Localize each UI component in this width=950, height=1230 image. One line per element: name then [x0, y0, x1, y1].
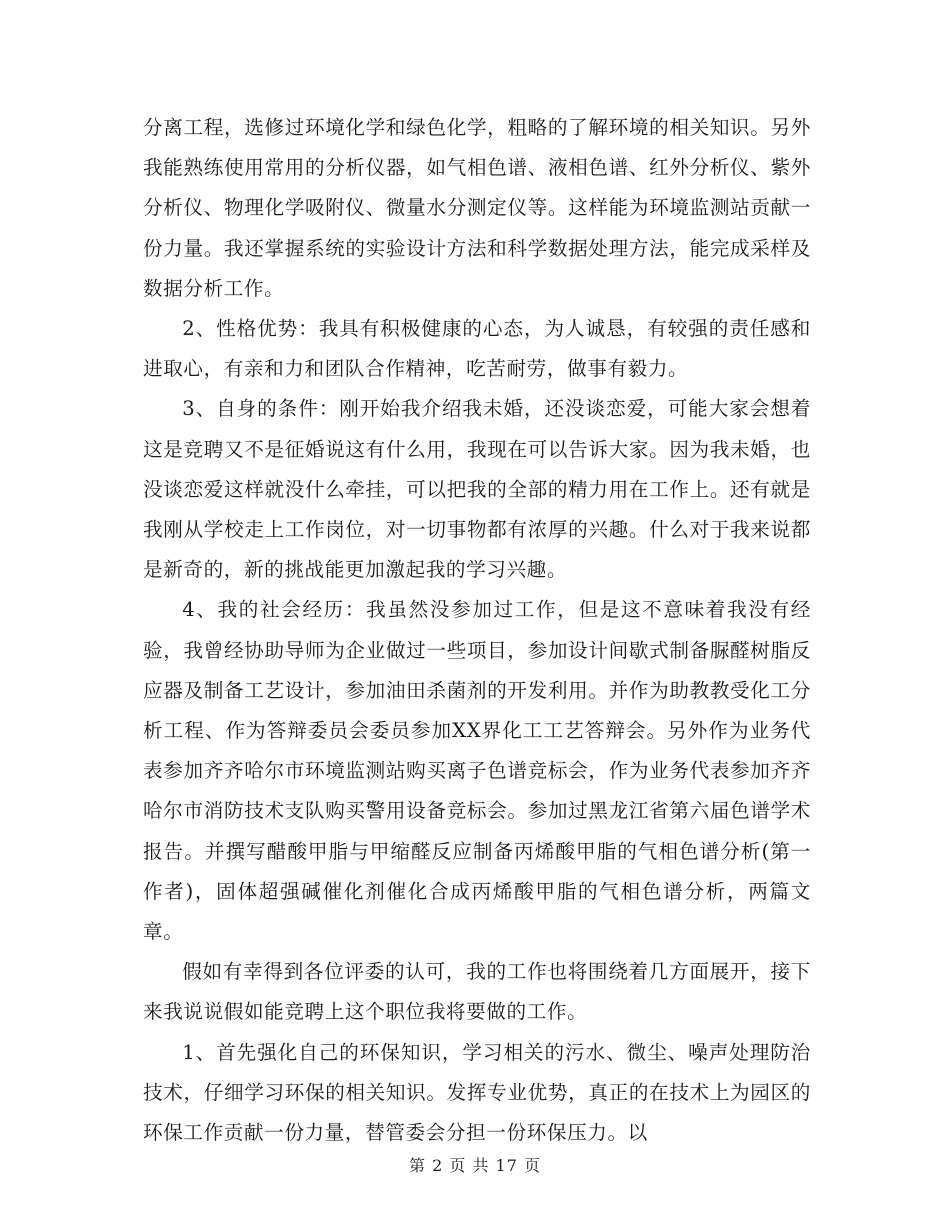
paragraph-3: 3、自身的条件：刚开始我介绍我未婚，还没谈恋爱，可能大家会想着这是竞聘又不是征婚说这有什么用，我现在可以告诉大家。因为我未婚，也没谈恋爱这样就没什么牵挂，可以把我的全部的精力用在工作上。还有就是我刚从学校走上工作岗位，对一切事物都有浓厚的兴趣。什么对于我来说都是新奇的，新的挑战能更加激起我的学习兴趣。 — [143, 397, 811, 582]
paragraph-4: 4、我的社会经历：我虽然没参加过工作，但是这不意味着我没有经验，我曾经协助导师为企业做过一些项目，参加设计间歇式制备脲醛树脂反应器及制备工艺设计，参加油田杀菌剂的开发利用。并作为助教教受化工分析工程、作为答辩委员会委员参加XX界化工工艺答辩会。另外作为业务代表参加齐齐哈尔市环境监测站购买离子色谱竞标会，作为业务代表参加齐齐哈尔市消防技术支队购买警用设备竞标会。参加过黑龙江省第六届色谱学术报告。并撰写醋酸甲脂与甲缩醛反应制备丙烯酸甲脂的气相色谱分析(第一作者)，固体超强碱催化剂催化合成丙烯酸甲脂的气相色谱分析，两篇文章。 — [143, 598, 811, 944]
paragraph-1: 分离工程，选修过环境化学和绿色化学，粗略的了解环境的相关知识。另外我能熟练使用常用的分析仪器，如气相色谱、液相色谱、红外分析仪、紫外分析仪、物理化学吸附仪、微量水分测定仪等。这样能为环境监测站贡献一份力量。我还掌握系统的实验设计方法和科学数据处理方法，能完成采样及数据分析工作。 — [143, 116, 811, 300]
footer-total-pages: 17 — [495, 1156, 518, 1175]
paragraph-5: 假如有幸得到各位评委的认可，我的工作也将围绕着几方面展开，接下来我说说假如能竞聘上这个职位我将要做的工作。 — [143, 960, 811, 1024]
page-footer — [0, 1153, 950, 1176]
footer-current-page: 2 — [432, 1156, 444, 1175]
footer-prefix: 第 — [408, 1156, 426, 1175]
paragraph-6: 1、首先强化自己的环保知识，学习相关的污水、微尘、噪声处理防治技术，仔细学习环保的相关知识。发挥专业优势，真正的在技术上为园区的环保工作贡献一份力量，替管委会分担一份环保压力。以 — [143, 1040, 811, 1145]
paragraph-2: 2、性格优势：我具有积极健康的心态，为人诚恳，有较强的责任感和进取心，有亲和力和团队合作精神，吃苦耐劳，做事有毅力。 — [143, 317, 811, 381]
footer-suffix: 页 — [524, 1156, 542, 1175]
footer-middle: 页 共 — [449, 1156, 490, 1175]
document-body — [143, 108, 811, 1153]
